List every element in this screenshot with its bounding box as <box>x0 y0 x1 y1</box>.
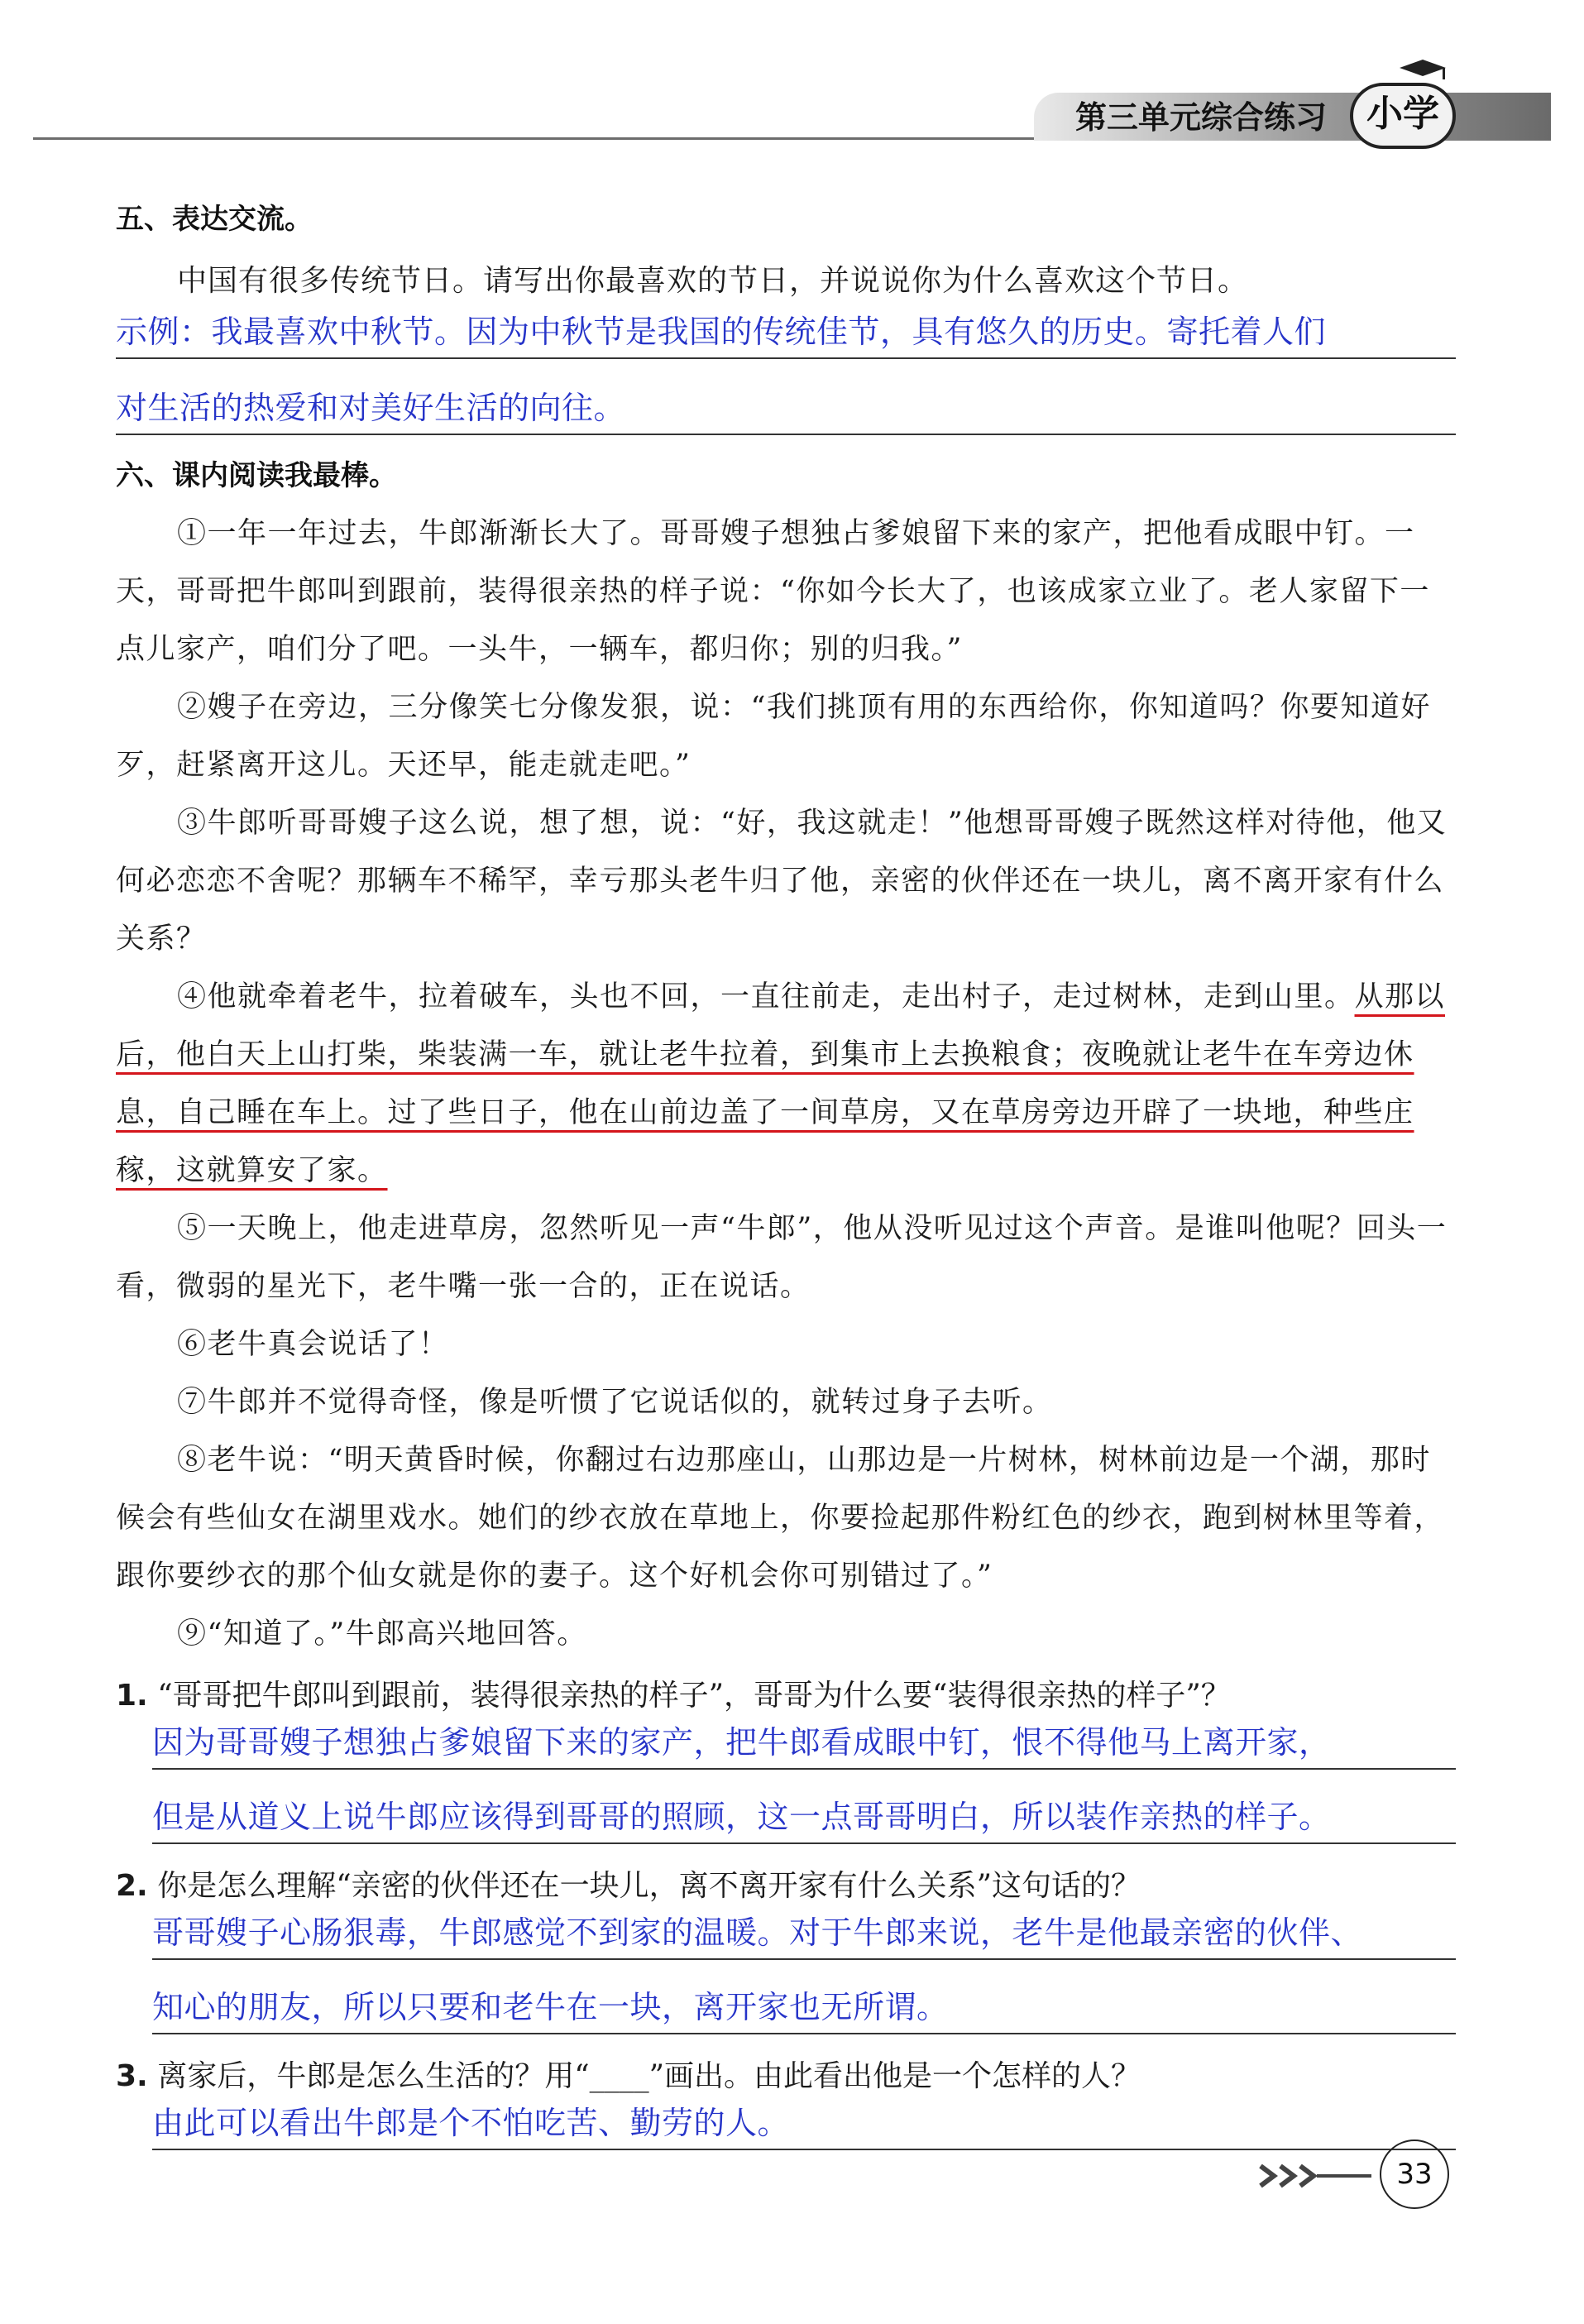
reading-paragraph-9: ⑨“知道了。”牛郎高兴地回答。 <box>177 1617 587 1651</box>
question-number: 3. <box>116 2059 148 2093</box>
section-5-prompt: 中国有很多传统节日。请写出你最喜欢的节日，并说说你为什么喜欢这个节日。 <box>177 264 1249 298</box>
question-text: 你是怎么理解“亲密的伙伴还在一块儿，离不离开家有什么关系”这句话的？ <box>157 1869 1141 1903</box>
question-text: “哥哥把牛郎叫到跟前，装得很亲热的样子”，哥哥为什么要“装得很亲热的样子”？ <box>157 1679 1231 1713</box>
reading-paragraph-7: ⑦牛郎并不觉得奇怪，像是听惯了它说话似的，就转过身子去听。 <box>177 1386 1053 1419</box>
chevron-arrows-icon <box>1257 2159 1373 2192</box>
paragraph-4-start: ④他就牵着老牛，拉着破车，头也不回，一直往前走，走出村子，走过树林，走到山里。 <box>177 980 1355 1013</box>
section-5-answer-line-2: 对生活的热爱和对美好生活的向往。 <box>116 382 1456 435</box>
reading-paragraph-8: ⑧老牛说：“明天黄昏时候，你翻过右边那座山，山那边是一片树林，树林前边是一个湖，那时候会有些仙女在湖里戏水。她们的纱衣放在草地上，你要捡起那件粉红色的纱衣，跑到树林里等着，跟你要纱衣的那个仙女就是你的妻子。这个好机会你可别错过了。” <box>116 1444 1445 1593</box>
page-header <box>0 0 1584 165</box>
question-3 <box>116 2052 1456 2101</box>
question-2-answer-line-2: 知心的朋友，所以只要和老牛在一块，离开家也无所谓。 <box>152 1981 1456 2034</box>
question-number: 2. <box>116 1869 148 1903</box>
question-1 <box>116 1671 1456 1721</box>
section-5-answer-line-1: 示例：我最喜欢中秋节。因为中秋节是我国的传统佳节，具有悠久的历史。寄托着人们 <box>116 306 1456 359</box>
question-3-answer-line-1: 由此可以看出牛郎是个不怕吃苦、勤劳的人。 <box>152 2097 1456 2150</box>
reading-paragraph-5: ⑤一天晚上，他走进草房，忽然听见一声“牛郎”，他从没听见过这个声音。是谁叫他呢？回头一看，微弱的星光下，老牛嘴一张一合的，正在说话。 <box>116 1212 1448 1303</box>
question-2 <box>116 1862 1456 1911</box>
reading-paragraph-2: ②嫂子在旁边，三分像笑七分像发狠，说：“我们挑顶有用的东西给你，你知道吗？你要知道好歹，赶紧离开这儿。天还早，能走就走吧。” <box>116 691 1431 782</box>
reading-paragraph-1: ①一年一年过去，牛郎渐渐长大了。哥哥嫂子想独占爹娘留下来的家产，把他看成眼中钉。一天，哥哥把牛郎叫到跟前，装得很亲热的样子说：“你如今长大了，也该成家立业了。老人家留下一点儿家产，咱们分了吧。一头牛，一辆车，都归你；别的归我。” <box>116 517 1430 666</box>
unit-title: 第三单元综合练习 <box>1075 99 1328 136</box>
question-1-answer-line-2: 但是从道义上说牛郎应该得到哥哥的照顾，这一点哥哥明白，所以装作亲热的样子。 <box>152 1791 1456 1844</box>
question-text: 离家后，牛郎是怎么生活的？用“____”画出。由此看出他是一个怎样的人？ <box>157 2059 1141 2093</box>
section-5-title: 五、表达交流。 <box>116 203 313 236</box>
reading-paragraph-6: ⑥老牛真会说话了！ <box>177 1328 449 1361</box>
question-2-answer-line-1: 哥哥嫂子心肠狠毒，牛郎感觉不到家的温暖。对于牛郎来说，老牛是他最亲密的伙伴、 <box>152 1907 1456 1960</box>
header-rule <box>33 137 1042 140</box>
question-number: 1. <box>116 1679 148 1713</box>
underlined-answer-text: 从那以后，他白天上山打柴，柴装满一车，就让老牛拉着，到集市上去换粮食；夜晚就让老牛在车旁边休息，自己睡在车上。过了些日子，他在山前边盖了一间草房，又在草房旁边开辟了一块地，种些庄稼，这就算安了家。 <box>116 980 1446 1187</box>
reading-paragraph-3: ③牛郎听哥哥嫂子这么说，想了想，说：“好，我这就走！”他想哥哥嫂子既然这样对待他，他又何必恋恋不舍呢？那辆车不稀罕，幸亏那头老牛归了他，亲密的伙伴还在一块儿，离不离开家有什么关系？ <box>116 807 1448 956</box>
grade-badge: 小学 <box>1350 83 1456 149</box>
page-number: 33 <box>1380 2140 1449 2209</box>
question-1-answer-line-1: 因为哥哥嫂子想独占爹娘留下来的家产，把牛郎看成眼中钉，恨不得他马上离开家， <box>152 1717 1456 1770</box>
reading-paragraph-4 <box>116 968 1456 1200</box>
section-6-title: 六、课内阅读我最棒。 <box>116 459 397 492</box>
graduation-cap-icon <box>1398 58 1448 83</box>
